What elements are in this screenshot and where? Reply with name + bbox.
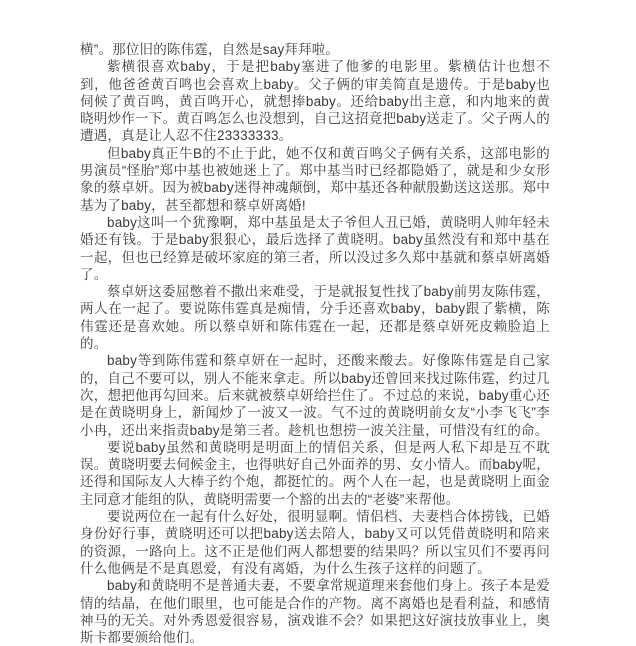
paragraph: 但baby真正牛B的不止于此，她不仅和黄百鸣父子俩有关系，这部电影的男演员“怪胎”郑中基也被她迷上了。郑中基当时已经都隐婚了，就是和少女形象的蔡卓妍。因为被baby迷得神魂颠倒，郑中基还各种献殷勤送这送那。郑中基为了baby，甚至都想和蔡卓妍离婚! — [80, 145, 550, 213]
paragraph: 要说baby虽然和黄晓明是明面上的情侣关系，但是两人私下却是互不耽误。黄晓明要去伺候金主，也得哄好自己外面养的男、女小情人。而baby呢，还得和国际友人大棒子约个炮，都挺忙的。两个人在一起，也是黄晓明上面金主同意才能组的队，黄晓明需要一个豁的出去的“老婆”来帮他。 — [80, 439, 550, 507]
paragraph: 横”。那位旧的陈伟霆，自然是say拜拜啦。 — [80, 42, 340, 57]
paragraph: 蔡卓妍这委屈憋着不撒出来难受，于是就报复性找了baby前男友陈伟霆，两人在一起了。要说陈伟霆真是痴情，分手还喜欢baby，baby跟了紫横，陈伟霆还是喜欢她。所以蔡卓妍和陈伟霆在一起，还都是蔡卓妍死皮赖脸追上的。 — [80, 284, 550, 352]
paragraph: 紫横很喜欢baby，于是把baby塞进了他爹的电影里。紫横估计也想不到，他爸爸黄百鸣也会喜欢上baby。父子俩的审美简直是遗传。于是baby也伺候了黄百鸣，黄百鸣开心，就想捧baby。还给baby出主意，和内地来的黄晓明炒作一下。黄百鸣怎么也没想到，自己这招竟把baby送走了。父子两人的遭遇，真是让人忍不住23333333。 — [80, 59, 550, 144]
paragraph: baby和黄晓明不是普通夫妻，不要拿常规道理来套他们身上。孩子本是爱情的结晶，在他们眼里，也可能是合作的产物。离不离婚也是看利益，和感情神马的无关。对外秀恩爱很容易，演戏谁不会？如果把这好演技放事业上，奥斯卡都要颁给他们。 — [80, 578, 550, 646]
paragraph: baby等到陈伟霆和蔡卓妍在一起时，还酸来酸去。好像陈伟霆是自己家的，自己不要可以，别人不能来拿走。所以baby还曾回来找过陈伟霆，约过几次，想把他再勾回来。后来就被蔡卓妍给拦住了。不过总的来说，baby重心还是在黄晓明身上，新闻炒了一波又一波。气不过的黄晓明前女友“小李飞飞”李小冉，还出来指责baby是第三者。趁机也想捞一波关注量，可惜没有红的命。 — [80, 353, 550, 438]
paragraph: baby这叫一个犹豫啊，郑中基虽是太子爷但人丑已婚，黄晓明人帅年轻未婚还有钱。于是baby狠狠心，最后选择了黄晓明。baby虽然没有和郑中基在一起，但也已经算是破坏家庭的第三者，所以没过多久郑中基就和蔡卓妍离婚了。 — [80, 214, 550, 282]
document-body — [80, 41, 550, 646]
paragraph: 要说两位在一起有什么好处，很明显啊。情侣档、夫妻档合体捞钱，已婚身份好行事，黄晓明还可以把baby送去陪人，baby又可以凭借黄晓明和陪来的资源，一路向上。这不正是他们两人都想要的结果吗？所以宝贝们不要再问什么他俩是不是真恩爱，有没有离婚，为什么生孩子这样的问题了。 — [80, 509, 550, 576]
